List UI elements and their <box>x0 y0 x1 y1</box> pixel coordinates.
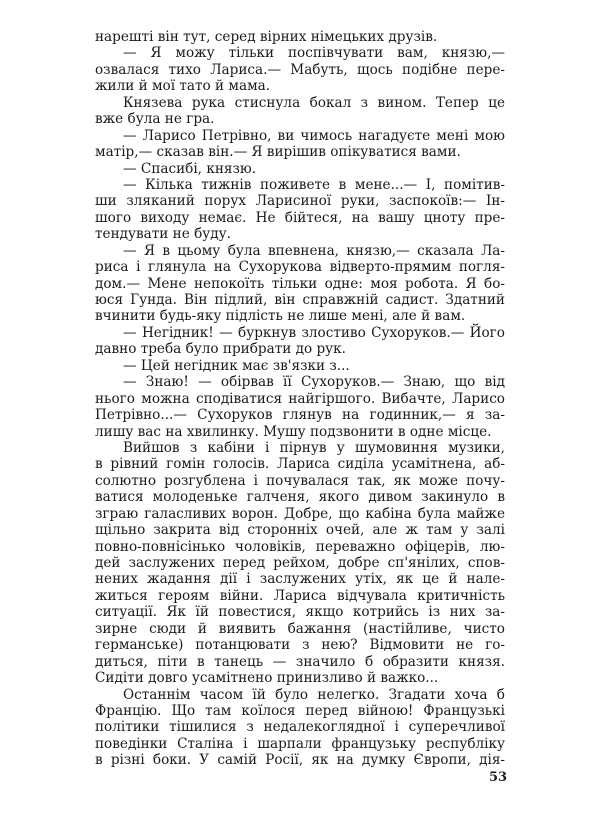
text-line: вчинити будь-яку підлість не лише мені, але й вам. <box>95 308 466 325</box>
text-line: дей заслужених перед рейхом, добре сп'янілих, спов- <box>95 555 505 571</box>
text-line: — Я в цьому була впевнена, князю,— сказала Ла- <box>123 242 505 259</box>
text-line: Петрівно...— Сухоруков глянув на годинник,— я за- <box>95 407 505 424</box>
text-line: Останнім часом їй було нелегко. Згадати хоча б <box>123 686 505 703</box>
text-line: щільно закрита від сторонніх очей, але ж там у залі <box>95 522 505 539</box>
text-line: диться, піти в танець — значило б образити князя. <box>95 653 505 670</box>
text-line: юся Гунда. Він підлий, він справжній садист. Здатний <box>95 292 505 308</box>
text-line: поведінки Сталіна і шарпали французьку республіку <box>95 735 505 752</box>
text-line: нього можна сподіватися найгіршого. Вибачте, Ларисо <box>95 390 505 407</box>
text-line: Францію. Що там коїлося перед війною! Французькі <box>95 702 505 719</box>
text-line: політики тішилися з недалекоглядної і суперечливої <box>95 719 505 736</box>
text-line: ситуації. Як їй повестися, якщо котрийсь із них за- <box>95 604 505 621</box>
text-line: озвалася тихо Лариса.— Мабуть, щось подібне пере- <box>95 61 505 78</box>
text-line: шого виходу немає. Не бійтеся, на вашу цноту пре- <box>95 209 505 226</box>
text-line: нених жадання дії і заслужених утіх, як це й нале- <box>95 571 505 588</box>
text-line: в різні боки. У самій Росії, як на думку Європи, дія- <box>95 752 505 769</box>
text-line: германське) потанцювати з нею? Відмовити не го- <box>95 637 505 654</box>
text-line: — Негідник! — буркнув злостиво Сухоруков.— Його <box>123 324 505 341</box>
text-line: Вийшов з кабіни і пірнув у шумовиння музики, <box>123 439 505 456</box>
text-line: жили й мої тато й мама. <box>95 78 271 95</box>
page-number: 53 <box>489 770 508 785</box>
book-page-text <box>95 29 505 769</box>
text-line: лишу вас на хвилинку. Мушу подзвонити в одне місце. <box>95 423 492 440</box>
text-line: — Кілька тижнів поживете в мене...— І, помітив- <box>123 176 505 193</box>
text-line: — Ларисо Петрівно, ви чимось нагадуєте мені мою <box>123 127 505 144</box>
text-line: — Спасибі, князю. <box>123 160 257 177</box>
text-line: — Я можу тільки поспівчувати вам, князю,— <box>123 45 505 62</box>
text-line: — Цей негідник має зв'язки з... <box>123 357 350 374</box>
text-line: — Знаю! — обірвав її Сухоруков.— Знаю, що від <box>123 374 505 391</box>
text-line: солютно розгублена і почувалася так, як може почу- <box>95 472 505 489</box>
text-line: дом.— Мене непокоїть тільки одне: моя робота. Я бо- <box>95 275 505 292</box>
text-line: в рівний гомін голосів. Лариса сиділа усамітнена, аб- <box>95 456 505 473</box>
text-line: ши зляканий порух Ларисиної руки, заспокоїв:— Ін- <box>95 193 505 210</box>
text-line: матір,— сказав він.— Я вирішив опікуватися вами. <box>95 144 461 161</box>
text-line: давно треба було прибрати до рук. <box>95 341 346 358</box>
text-line: повно-повнісінько чоловіків, переважно офіцерів, лю- <box>95 538 505 555</box>
text-line: зграю галасливих ворон. Добре, що кабіна була майже <box>95 505 505 522</box>
text-line: нарешті він тут, серед вірних німецьких друзів. <box>95 29 438 45</box>
text-line: житься героям війни. Лариса відчувала критичність <box>95 587 505 604</box>
text-line: ватися молоденьке галченя, якого дивом закинуло в <box>95 489 505 506</box>
text-line: Сидіти довго усамітнено принизливо й важко... <box>95 670 439 687</box>
text-line: тендувати не буду. <box>95 226 231 243</box>
text-line: риса і глянула на Сухорукова відверто-прямим погля- <box>95 259 505 276</box>
text-line: Князева рука стиснула бокал з вином. Тепер це <box>123 94 505 111</box>
text-line: зирне сюди й виявить бажання (настійливе, чисто <box>95 620 505 637</box>
text-line: вже була не гра. <box>95 111 215 128</box>
